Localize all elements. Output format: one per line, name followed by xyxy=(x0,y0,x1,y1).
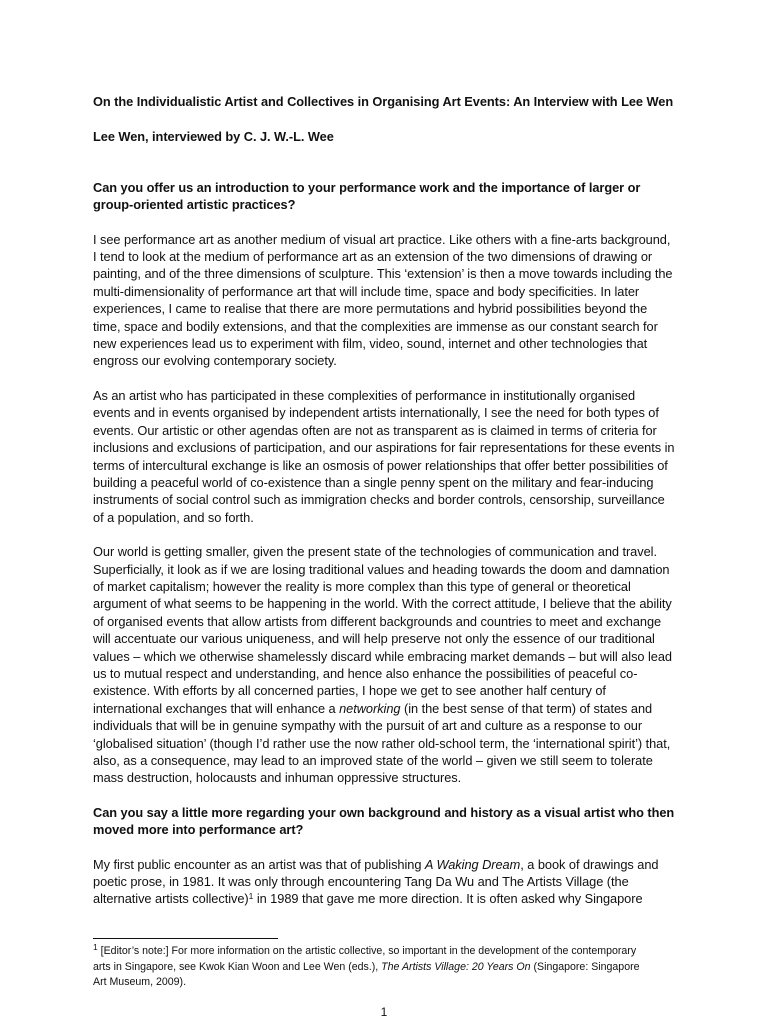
byline: Lee Wen, interviewed by C. J. W.-L. Wee xyxy=(93,129,334,145)
answer-paragraph-1: I see performance art as another medium of visual art practice. Like others with a fine-arts background, I tend to look at the medium of performance art as an extension of the two dimensions of drawing or painting, and of the three dimensions of sculpture. This ‘extension’ is then a move towards including the multi-dimensionality of performance art that will include time, space and body specificities. In later experiences, I came to realise that there are more permutations and hybrid possibilities beyond the time, space and bodily extensions, and that the complexities are immense as our constant search for new experiences lead us to experiment with film, video, sound, internet and other technologies that engross our evolving contemporary society. xyxy=(93,231,673,369)
paragraph-text: (in the best sense of that term) of states and individuals that will be in genuine sympathy with the pursuit of art and culture as a response to our ‘globalised situation’ (though I’d rather use the now rather old-school term, the ‘international spirit’) that, also, as a consequence, may lead to an improved state of the world – given we still seem to tolerate mass destruction, holocausts and inhuman oppressive structures. xyxy=(93,700,671,786)
page-number: 1 xyxy=(380,1005,388,1019)
paragraph-text: My first public encounter as an artist was that of publishing xyxy=(93,856,425,872)
book-title: A Waking Dream xyxy=(424,856,521,872)
document-title: On the Individualistic Artist and Collectives in Organising Art Events: An Interview with Lee Wen xyxy=(93,94,674,109)
paragraph-text: , a book of drawings and poetic prose, in 1981. It was only through encountering Tang Da Wu and The Artists Village (the alternative artists collective) xyxy=(93,856,659,907)
answer-paragraph-2: As an artist who has participated in these complexities of performance in institutionally organised events and in events organised by independent artists internationally, I see the need for both types of events. Our artistic or other agendas often are not as transparent as is claimed in terms of criteria for inclusions and exclusions of participation, and our aspirations for fair representations for these events in terms of intercultural exchange is like an osmosis of power relationships that offer better possibilities of building a peaceful world of co-existence than a single penny spent on the military and fear-inducing instruments of social control such as immigration checks and border controls, censorship, surveillance of a population, and so forth. xyxy=(93,387,675,525)
interview-question-1: Can you offer us an introduction to your performance work and the importance of larger or group-oriented artistic practices? xyxy=(93,179,641,213)
footnote-reference: 1 xyxy=(248,891,254,902)
paragraph-text: Our world is getting smaller, given the present state of the technologies of communication and travel. Superficially, it look as if we are losing traditional values and heading towards the doom and damnation of market capitalism; however the reality is more complex than this type of general or theoretical argument of what seems to be happening in the world. With the correct attitude, I believe that the ability of organised events that allow artists from different backgrounds and countries to meet and exchange will accentuate our various uniqueness, and will help preserve not only the essence of our traditional values – which we otherwise shamelessly discard while embracing market demands – but will also lead us to mutual respect and understanding, and hence also enhance the possibilities of peaceful co-existence. With efforts by all concerned parties, I hope we get to see another half century of international exchanges that will enhance a xyxy=(93,544,673,716)
answer-paragraph-3 xyxy=(93,543,675,787)
italic-term: networking xyxy=(339,700,401,716)
footnote-marker: 1 xyxy=(93,942,98,952)
footnote-text: (Singapore: Singapore Art Museum, 2009). xyxy=(93,960,640,988)
footnote xyxy=(93,944,653,991)
footnote-book-title: The Artists Village: 20 Years On xyxy=(381,960,531,973)
paragraph-text: in 1989 that gave me more direction. It is often asked why Singapore xyxy=(253,891,643,907)
footnote-divider xyxy=(93,938,278,939)
answer-paragraph-4 xyxy=(93,856,675,908)
interview-question-2: Can you say a little more regarding your own background and history as a visual artist who then moved more into performance art? xyxy=(93,804,675,838)
document-body xyxy=(93,93,675,908)
footnote-text: [Editor’s note:] For more information on the artistic collective, so important in the development of the contemporary arts in Singapore, see Kwok Kian Woon and Lee Wen (eds.), xyxy=(93,945,637,973)
